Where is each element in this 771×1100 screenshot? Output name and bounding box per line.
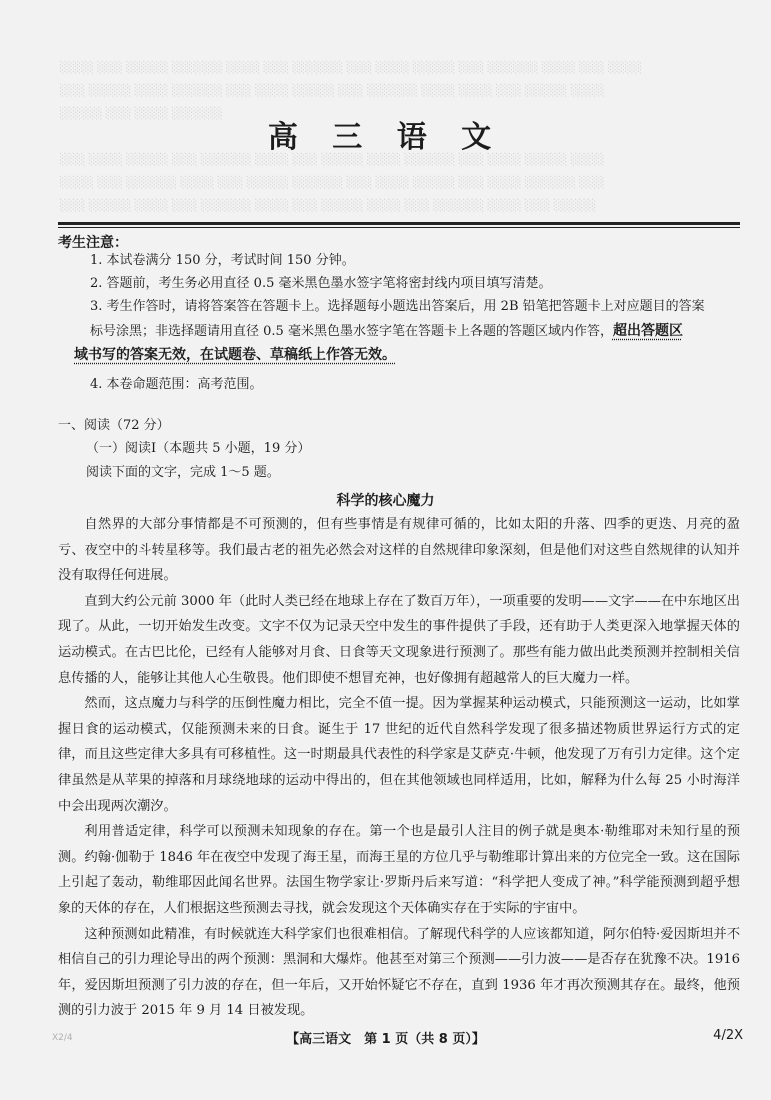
- article-paragraph-5: 这种预测如此精准，有时候就连大科学家们也很难相信。了解现代科学的人应该都知道，阿尔伯特·爱因斯坦并不相信自己的引力理论导出的两个预测：黑洞和大爆炸。他甚至对第三个预测——引力波——是否存在犹豫不决。1916 年，爱因斯坦预测了引力波的存在，但一年后，又开始怀疑它不存在，直到 1936 年才再次预测其存在。最终，他预测的引力波于 2015 年 9 月 14 日被发现。: [58, 926, 740, 1019]
- article-title: 科学的核心魔力: [336, 493, 435, 509]
- bleed-through-text: ░░░░ ░░░ ░░░░░ ░░░░░░ ░░░░ ░░░ ░░░░░░ ░░░ ░░░░ ░░░░░ ░░░ ░░░░░░ ░░░░ ░░░ ░░░░ ░░░ ░░░░░ ░░░░ ░░░░░░ ░░░ ░░░░ ░░░░░ ░░░ ░░░░░░ ░░░░ ░░░░ ░░░ ░░░░░ ░░░░ ░░░░░ ░░░ ░░░░ ░░░░░░ ░░░ ░░░░ ░░░░░ ░░░ ░░░░░░ ░░░░ ░░░ ░░░░░ ░░░░ ░░░░░░ ░░░ ░░░░ ░░░░░ ░░░░ ░░░░ ░░░ ░░░░░░ ░░░░ ░░░ ░░░░░ ░░░░░░ ░░░ ░░░░ ░░░░░ ░░░ ░░░░ ░░░░░░ ░░░ ░░░ ░░░░░ ░░░░ ░░░ ░░░░░░ ░░░░ ░░░ ░░░░░ ░░░░ ░░░ ░░░░░░ ░░░░ ░░░ ░░░░░: [60, 61, 642, 212]
- article-body: [58, 512, 740, 1024]
- page-title: 高 三 语 文: [267, 120, 504, 155]
- notice-item-4: 4. 本卷命题范围：高考范围。: [90, 377, 263, 392]
- page-footer: 【高三语文 第 1 页（共 8 页）】: [286, 1032, 485, 1047]
- article-paragraph-3: 然而，这点魔力与科学的压倒性魔力相比，完全不值一提。因为掌握某种运动模式，只能预测这一运动，比如掌握日食的运动模式，仅能预测未来的日食。诞生于 17 世纪的近代自然科学发现了很多描述物质世界运行方式的定律，而且这些定律大多具有可移植性。这一时期最具代表性的科学家是艾萨克·牛顿，他发现了万有引力定律。这个定律虽然是从苹果的掉落和月球绕地球的运动中得出的，但在其他领域也同样适用，比如，解释为什么每 25 小时海洋中会出现两次潮汐。: [58, 696, 740, 814]
- notice-item-1: 1. 本试卷满分 150 分，考试时间 150 分钟。: [90, 253, 355, 268]
- subsection-heading: （一）阅读Ⅰ（本题共 5 小题，19 分）: [86, 441, 311, 456]
- notice-heading: 考生注意：: [58, 235, 128, 251]
- page-corner-mark: X2/4: [52, 1033, 73, 1043]
- notice-emphasis-b: 域书写的答案无效，在试题卷、草稿纸上作答无效。: [74, 347, 396, 363]
- notice-item-3-line-1: 3. 考生作答时，请将答案答在答题卡上。选择题每小题选出答案后，用 2B 铅笔把答题卡上对应题目的答案: [90, 299, 705, 314]
- notice-item-3-line-3: [74, 344, 724, 367]
- header-rule-thick: [58, 222, 740, 225]
- notice-item-3-line-2: [90, 320, 740, 343]
- header-rule-thin: [58, 227, 740, 228]
- notice-item-2: 2. 答题前，考生务必用直径 0.5 毫米黑色墨水签字笔将密封线内项目填写清楚。: [90, 276, 552, 291]
- article-paragraph-1: 自然界的大部分事情都是不可预测的，但有些事情是有规律可循的，比如太阳的升落、四季的更迭、月亮的盈亏、夜空中的斗转星移等。我们最古老的祖先必然会对这样的自然规律印象深刻，但是他们对这些自然规律的认知并没有取得任何进展。: [58, 517, 740, 584]
- reading-instruction: 阅读下面的文字，完成 1～5 题。: [86, 465, 280, 480]
- notice-emphasis-a: 超出答题区: [612, 323, 683, 339]
- article-paragraph-4: 利用普适定律，科学可以预测未知现象的存在。第一个也是最引人注目的例子就是奥本·勒维耶对未知行星的预测。约翰·伽勒于 1846 年在夜空中发现了海王星，而海王星的方位几乎与勒维耶计算出来的方位完全一致。这在国际上引起了轰动，勒维耶因此闻名世界。法国生物学家让·罗斯丹后来写道：“科学把人变成了神。”科学能预测到超乎想象的天体的存在，人们根据这些预测去寻找，就会发现这个天体确实存在于实际的宇宙中。: [58, 824, 741, 916]
- article-paragraph-2: 直到大约公元前 3000 年（此时人类已经在地球上存在了数百万年），一项重要的发明——文字——在中东地区出现了。从此，一切开始发生改变。文字不仅为记录天空中发生的事件提供了手段，还有助于人类更深入地掌握天体的运动模式。在古巴比伦，已经有人能够对月食、日食等天文现象进行预测了。那些有能力做出此类预测并控制相关信息传播的人，能够让其他人心生敬畏。他们即使不想冒充神，也好像拥有超越常人的巨大魔力一样。: [58, 593, 740, 686]
- notice-item-3-text: 标号涂黑；非选择题请用直径 0.5 毫米黑色墨水签字笔在答题卡上各题的答题区域内作答，: [90, 324, 613, 339]
- section-heading: 一、阅读（72 分）: [58, 418, 170, 433]
- exam-code: 4/2X: [713, 1028, 743, 1043]
